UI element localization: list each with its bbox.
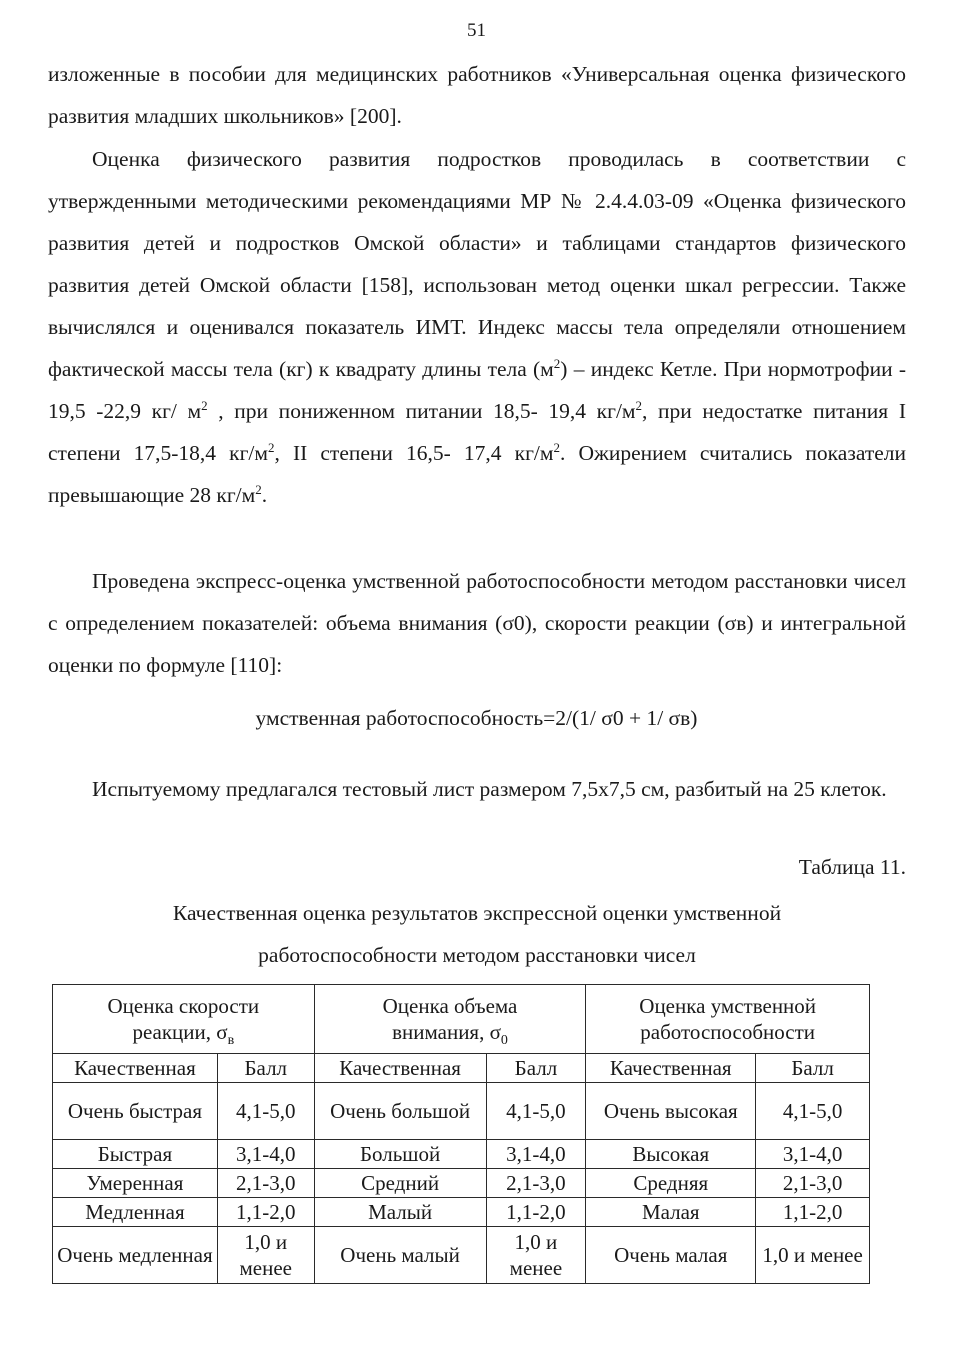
table-cell: Умеренная <box>53 1169 218 1198</box>
table-cell: 1,0 и менее <box>756 1227 870 1284</box>
table-title-line-1: Качественная оценка результатов экспрессной оценки умственной <box>172 901 782 925</box>
table-cell: 1,1-2,0 <box>486 1198 586 1227</box>
group-header-attention: Оценка объема внимания, $\sigma_0$ <box>314 985 586 1054</box>
paragraph-4-text: Испытуемому предлагался тестовый лист размером 7,5х7,5 см, разбитый на 25 клеток. <box>92 777 887 801</box>
table-cell: Очень малый <box>314 1227 486 1284</box>
table-title <box>48 892 906 976</box>
table-cell: 1,0 и менее <box>217 1227 314 1284</box>
results-table <box>52 984 870 1284</box>
table-cell: 2,1-3,0 <box>217 1169 314 1198</box>
col-header-quality: Качественная <box>53 1054 218 1083</box>
table-cell: 1,1-2,0 <box>217 1198 314 1227</box>
table-cell: 3,1-4,0 <box>217 1140 314 1169</box>
table-group-header-row <box>53 985 870 1054</box>
table-cell: Очень малая <box>586 1227 756 1284</box>
col-header-quality: Качественная <box>586 1054 756 1083</box>
table-row <box>53 1198 870 1227</box>
table-row <box>53 1083 870 1140</box>
table-row <box>53 1227 870 1284</box>
paragraph-3 <box>48 560 906 686</box>
group-header-reaction: Оценка скорости реакции, $\sigma_в$ <box>53 985 315 1054</box>
table-cell: Высокая <box>586 1140 756 1169</box>
col-header-score: Балл <box>217 1054 314 1083</box>
table-cell: Средний <box>314 1169 486 1198</box>
table-cell: Очень быстрая <box>53 1083 218 1140</box>
table-cell: Очень высокая <box>586 1083 756 1140</box>
table-cell: 4,1-5,0 <box>756 1083 870 1140</box>
table-title-line-2: работоспособности методом расстановки чисел <box>258 943 696 967</box>
table-cell: Быстрая <box>53 1140 218 1169</box>
col-header-score: Балл <box>486 1054 586 1083</box>
paragraph-4 <box>48 768 906 810</box>
table-row <box>53 1140 870 1169</box>
paragraph-1 <box>48 53 906 137</box>
table-row <box>53 1169 870 1198</box>
table-cell: 2,1-3,0 <box>486 1169 586 1198</box>
table-cell: Средняя <box>586 1169 756 1198</box>
paragraph-1-text: изложенные в пособии для медицинских работников «Универсальная оценка физического развития младших школьников» [200]. <box>48 62 906 128</box>
table-cell: 4,1-5,0 <box>486 1083 586 1140</box>
table-cell: Очень большой <box>314 1083 486 1140</box>
table-cell: 1,1-2,0 <box>756 1198 870 1227</box>
table-cell: 3,1-4,0 <box>756 1140 870 1169</box>
table-cell: 2,1-3,0 <box>756 1169 870 1198</box>
table-cell: Очень медленная <box>53 1227 218 1284</box>
group-header-workability: Оценка умственной работоспособности <box>586 985 870 1054</box>
paragraph-2 <box>48 138 906 516</box>
page-number: 51 <box>467 20 486 41</box>
paragraph-3-text: Проведена экспресс-оценка умственной работоспособности методом расстановки чисел с определением показателей: объема внимания (σ0), скорости реакции (σв) и интегральной оценки по формуле [110]: <box>48 569 906 677</box>
table-cell: 4,1-5,0 <box>217 1083 314 1140</box>
table-cell: Малый <box>314 1198 486 1227</box>
col-header-score: Балл <box>756 1054 870 1083</box>
table-label: Таблица 11. <box>798 855 906 879</box>
table-cell: Малая <box>586 1198 756 1227</box>
table-cell: 3,1-4,0 <box>486 1140 586 1169</box>
table-cell: Медленная <box>53 1198 218 1227</box>
table-column-header-row <box>53 1054 870 1083</box>
paragraph-2-text: Оценка физического развития подростков проводилась в соответствии с утвержденными методическими рекомендациями МР № 2.4.4.03-09 «Оценка физического развития детей и подростков Омской области» и таблицами стандартов физического развития детей Омской области [158], использован метод оценки шкал регрессии. Также вычислялся и оценивался показатель ИМТ. Индекс массы тела определяли отношением фактической массы тела (кг) к квадрату длины тела $(м^2)$ – индекс Кетле. При нормотрофии - 19,5 -22,9 кг/ $м^2$ , при пониженном питании 18,5- 19,4 $кг/м^2$, при недостатке питания I степени 17,5-18,4 $кг/м^2$, II степени 16,5- 17,4 $кг/м^2$. Ожирением считались показатели превышающие 28 $кг/м^2$. <box>48 147 906 507</box>
table-cell: 1,0 и менее <box>486 1227 586 1284</box>
table-cell: Большой <box>314 1140 486 1169</box>
col-header-quality: Качественная <box>314 1054 486 1083</box>
formula: умственная работоспособность=2/(1/ σ0 + 1/ σв) <box>255 706 698 730</box>
